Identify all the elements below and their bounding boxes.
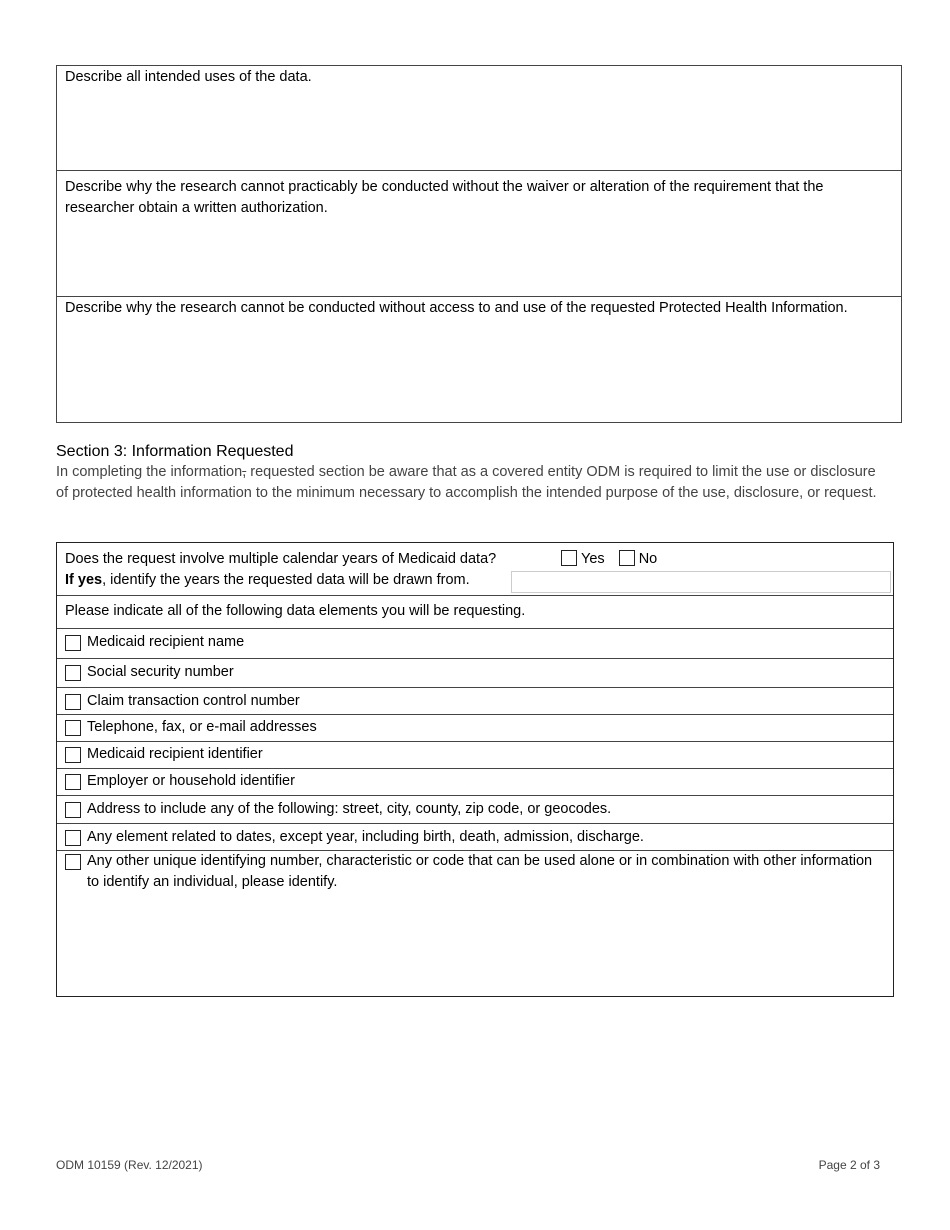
element-row[interactable] [57, 688, 893, 715]
intended-uses-prompt: Describe all intended uses of the data. [65, 69, 312, 85]
section-3-title: Section 3: Information Requested [56, 443, 294, 460]
yes-checkbox[interactable] [561, 550, 577, 566]
element-checkbox[interactable] [65, 854, 81, 870]
multi-year-options [561, 549, 667, 570]
description-table [56, 65, 902, 423]
element-label: Any other unique identifying number, characteristic or code that can be used alone or in combination with other information to identify an individual, please identify. [87, 853, 873, 890]
element-row[interactable] [57, 796, 893, 824]
element-option[interactable] [65, 799, 885, 820]
element-checkbox[interactable] [65, 774, 81, 790]
element-label: Medicaid recipient identifier [87, 746, 263, 762]
elements-prompt: Please indicate all of the following data elements you will be requesting. [65, 603, 526, 619]
element-label: Employer or household identifier [87, 773, 295, 789]
page-number: Page 2 of 3 [818, 1158, 880, 1172]
if-yes-rest: , identify the years the requested data will be drawn from. [102, 572, 470, 588]
element-option[interactable] [65, 662, 885, 683]
multi-year-row [57, 543, 893, 596]
element-label: Address to include any of the following: street, city, county, zip code, or geocodes. [87, 801, 612, 817]
element-checkbox[interactable] [65, 720, 81, 736]
element-row[interactable] [57, 659, 893, 688]
years-input[interactable] [511, 571, 891, 593]
element-option[interactable] [65, 744, 885, 765]
element-label: Medicaid recipient name [87, 634, 245, 650]
element-option[interactable] [65, 717, 885, 738]
element-row-other[interactable] [57, 851, 893, 997]
information-requested-table [56, 542, 894, 997]
waiver-justification-prompt: Describe why the research cannot practicably be conducted without the waiver or alteration of the requirement that the researcher obtain a written authorization. [65, 179, 824, 216]
waiver-justification-row[interactable] [57, 171, 901, 297]
element-option[interactable] [65, 632, 885, 653]
element-row[interactable] [57, 629, 893, 659]
intro-text-part2: requested section be aware that as a covered entity ODM is required to limit the use or disclosure of protected health information to the minimum necessary to accomplish the intended purpose of the use, disclosure, or request. [56, 464, 877, 501]
element-row[interactable] [57, 742, 893, 769]
element-label: Telephone, fax, or e-mail addresses [87, 719, 317, 735]
section-3-intro [56, 462, 886, 504]
yes-label: Yes [581, 551, 605, 567]
intended-uses-row[interactable] [57, 66, 901, 171]
element-row[interactable] [57, 769, 893, 796]
element-checkbox[interactable] [65, 802, 81, 818]
element-row[interactable] [57, 715, 893, 742]
element-checkbox[interactable] [65, 694, 81, 710]
element-checkbox[interactable] [65, 665, 81, 681]
phi-access-justification-prompt: Describe why the research cannot be conducted without access to and use of the requested Protected Health Information. [65, 300, 848, 316]
element-option[interactable] [65, 771, 885, 792]
if-yes-bold: If yes [65, 572, 103, 588]
element-option[interactable] [65, 851, 885, 893]
element-option[interactable] [65, 691, 885, 712]
phi-access-justification-row[interactable] [57, 297, 901, 423]
element-checkbox[interactable] [65, 830, 81, 846]
no-label: No [638, 551, 658, 567]
element-label: Social security number [87, 664, 234, 680]
element-option[interactable] [65, 827, 885, 848]
form-id: ODM 10159 (Rev. 12/2021) [56, 1158, 203, 1172]
element-label: Claim transaction control number [87, 693, 300, 709]
element-label: Any element related to dates, except year, including birth, death, admission, discharge. [87, 829, 644, 845]
multi-year-question: Does the request involve multiple calendar years of Medicaid data? [65, 551, 497, 567]
element-checkbox[interactable] [65, 747, 81, 763]
no-option[interactable] [619, 551, 658, 567]
intro-strikethrough: , [242, 464, 247, 480]
element-checkbox[interactable] [65, 635, 81, 651]
if-yes-instruction [65, 570, 470, 591]
elements-prompt-row [57, 596, 893, 629]
element-row[interactable] [57, 824, 893, 851]
yes-option[interactable] [561, 551, 605, 567]
no-checkbox[interactable] [619, 550, 635, 566]
intro-text-part1: In completing the information [56, 464, 243, 480]
